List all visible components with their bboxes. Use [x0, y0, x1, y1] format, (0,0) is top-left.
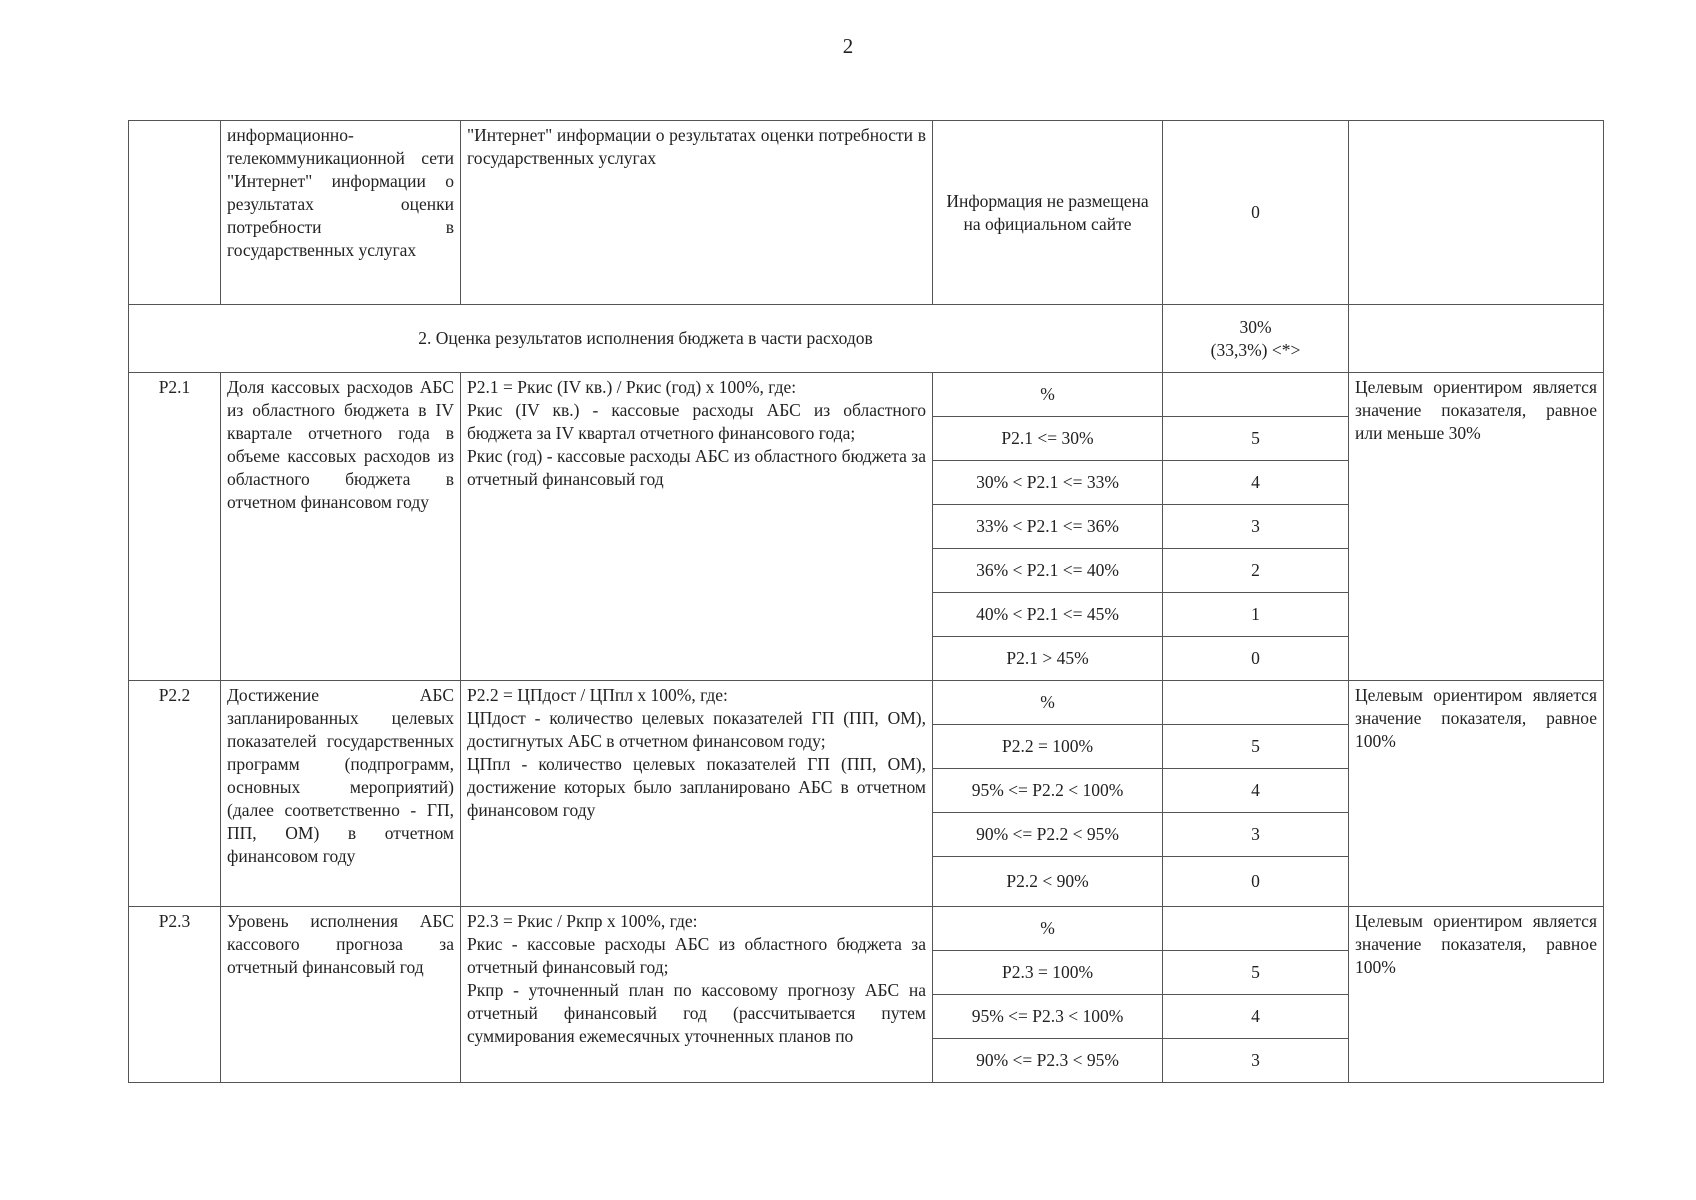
- unit-cell: %: [933, 907, 1163, 951]
- score-cell: 2: [1163, 549, 1349, 593]
- formula-line: P2.2 = ЦПдост / ЦПпл x 100%, где:: [467, 685, 728, 705]
- formula-line: Ркис - кассовые расходы АБС из областного бюджета за отчетный финансовый год;: [467, 934, 926, 977]
- condition-cell: P2.2 < 90%: [933, 857, 1163, 907]
- table-row: [129, 907, 1604, 951]
- condition-cell: Информация не размещена на официальном сайте: [933, 121, 1163, 305]
- score-cell: 5: [1163, 725, 1349, 769]
- table-row: [129, 373, 1604, 417]
- table-row: [129, 121, 1604, 305]
- score-cell: 5: [1163, 417, 1349, 461]
- score-cell: 3: [1163, 505, 1349, 549]
- condition-cell: 33% < P2.1 <= 36%: [933, 505, 1163, 549]
- indicator-name-cell: Доля кассовых расходов АБС из областного бюджета в IV квартале отчетного года в объеме кассовых расходов из областного бюджета в отчетном финансовом году: [221, 373, 461, 681]
- score-cell: 5: [1163, 951, 1349, 995]
- target-cell: [1349, 305, 1604, 373]
- criteria-table: [128, 120, 1604, 1083]
- score-cell: 1: [1163, 593, 1349, 637]
- formula-line: ЦПпл - количество целевых показателей ГП (ПП, ОМ), достижение которых было запланировано АБС в отчетном финансовом году: [467, 754, 926, 820]
- indicator-name-cell: информационно-телекоммуникационной сети "Интернет" информации о результатах оценки потребности в государственных услугах: [221, 121, 461, 305]
- condition-cell: P2.1 > 45%: [933, 637, 1163, 681]
- formula-line: P2.1 = Ркис (IV кв.) / Ркис (год) x 100%, где:: [467, 377, 797, 397]
- target-cell: [1349, 121, 1604, 305]
- condition-cell: 95% <= P2.2 < 100%: [933, 769, 1163, 813]
- target-cell: Целевым ориентиром является значение показателя, равное или меньше 30%: [1349, 373, 1604, 681]
- condition-cell: 30% < P2.1 <= 33%: [933, 461, 1163, 505]
- condition-cell: 40% < P2.1 <= 45%: [933, 593, 1163, 637]
- formula-cell: "Интернет" информации о результатах оценки потребности в государственных услугах: [461, 121, 933, 305]
- score-cell: 4: [1163, 769, 1349, 813]
- score-cell: 4: [1163, 995, 1349, 1039]
- formula-line: P2.3 = Ркис / Ркпр x 100%, где:: [467, 911, 698, 931]
- condition-cell: P2.2 = 100%: [933, 725, 1163, 769]
- condition-cell: P2.3 = 100%: [933, 951, 1163, 995]
- score-cell: [1163, 907, 1349, 951]
- formula-line: Ркпр - уточненный план по кассовому прогнозу АБС на отчетный финансовый год (рассчитывается путем суммирования ежемесячных уточненных планов по: [467, 980, 926, 1046]
- indicator-name-cell: Достижение АБС запланированных целевых показателей государственных программ (подпрограмм, основных мероприятий) (далее соответственно - ГП, ПП, ОМ) в отчетном финансовом году: [221, 681, 461, 907]
- condition-cell: 90% <= P2.2 < 95%: [933, 813, 1163, 857]
- section-weight-cell: [1163, 305, 1349, 373]
- score-cell: 0: [1163, 637, 1349, 681]
- target-cell: Целевым ориентиром является значение показателя, равное 100%: [1349, 907, 1604, 1083]
- indicator-code: P2.2: [129, 681, 221, 907]
- code-cell: [129, 121, 221, 305]
- formula-line: ЦПдост - количество целевых показателей ГП (ПП, ОМ), достигнутых АБС в отчетном финансовом году;: [467, 708, 926, 751]
- formula-cell: [461, 907, 933, 1083]
- indicator-code: P2.3: [129, 907, 221, 1083]
- section-row: [129, 305, 1604, 373]
- formula-cell: [461, 681, 933, 907]
- formula-line: Ркис (год) - кассовые расходы АБС из областного бюджета за отчетный финансовый год: [467, 446, 926, 489]
- table-row: [129, 681, 1604, 725]
- formula-cell: [461, 373, 933, 681]
- indicator-name-cell: Уровень исполнения АБС кассового прогноза за отчетный финансовый год: [221, 907, 461, 1083]
- unit-cell: %: [933, 373, 1163, 417]
- score-cell: 3: [1163, 1039, 1349, 1083]
- condition-cell: 95% <= P2.3 < 100%: [933, 995, 1163, 1039]
- score-cell: 4: [1163, 461, 1349, 505]
- indicator-code: P2.1: [129, 373, 221, 681]
- score-cell: 3: [1163, 813, 1349, 857]
- score-cell: 0: [1163, 857, 1349, 907]
- formula-line: Ркис (IV кв.) - кассовые расходы АБС из областного бюджета за IV квартал отчетного финансового года;: [467, 400, 926, 443]
- target-cell: Целевым ориентиром является значение показателя, равное 100%: [1349, 681, 1604, 907]
- section-weight: 30%: [1239, 316, 1272, 337]
- section-title: 2. Оценка результатов исполнения бюджета в части расходов: [129, 305, 1163, 373]
- score-cell: 0: [1163, 121, 1349, 305]
- unit-cell: %: [933, 681, 1163, 725]
- condition-cell: 36% < P2.1 <= 40%: [933, 549, 1163, 593]
- condition-cell: P2.1 <= 30%: [933, 417, 1163, 461]
- score-cell: [1163, 373, 1349, 417]
- score-cell: [1163, 681, 1349, 725]
- section-weight-alt: (33,3%) <*>: [1210, 339, 1301, 360]
- condition-cell: 90% <= P2.3 < 95%: [933, 1039, 1163, 1083]
- page-number: 2: [842, 34, 854, 58]
